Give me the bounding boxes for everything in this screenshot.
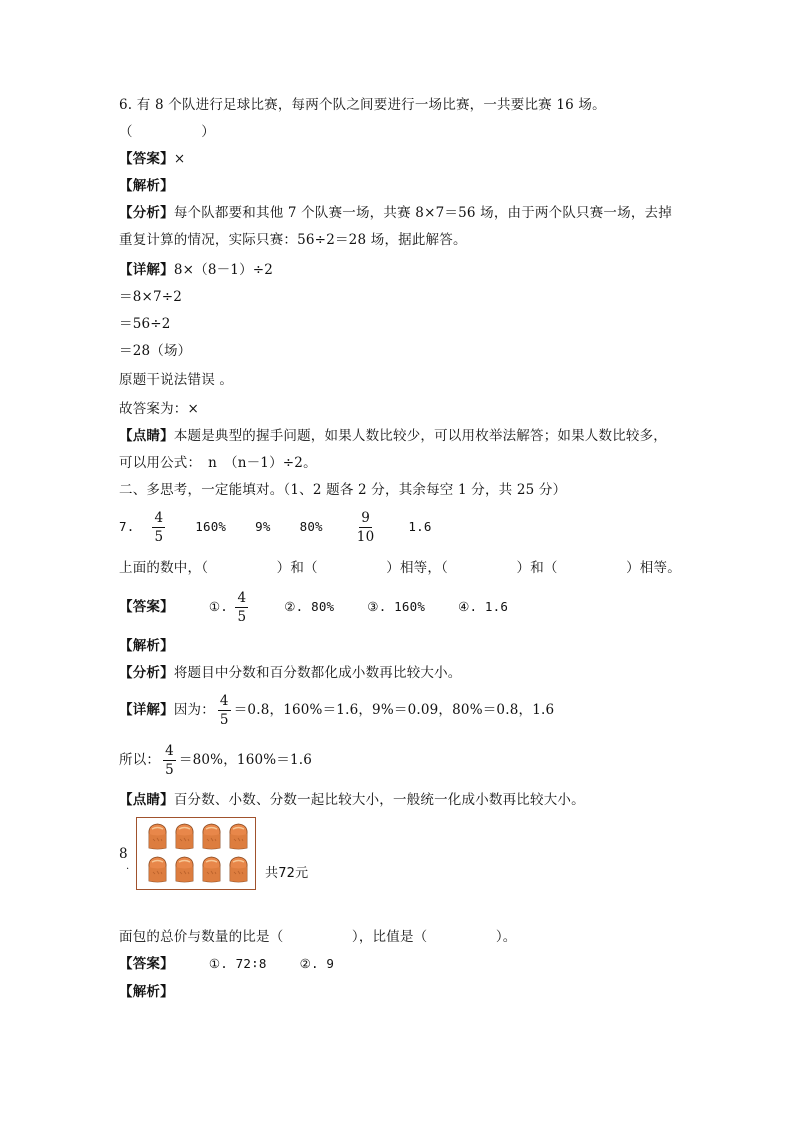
fraction-numerator: 4 bbox=[165, 743, 174, 759]
q7-answer-line bbox=[119, 587, 508, 627]
q6-stem: 6. 有 8 个队进行足球比赛，每两个队之间要进行一场比赛，一共要比赛 16 场。 bbox=[119, 97, 606, 113]
fraction-numerator: 4 bbox=[237, 590, 247, 606]
q7-value-1-6: 1.6 bbox=[408, 519, 432, 534]
q6-jiexi: 【解析】 bbox=[119, 178, 174, 194]
dianjing-tag: 【点睛】 bbox=[119, 792, 174, 808]
q7-xiangjie-pre: 因为： bbox=[173, 702, 215, 718]
q6-xiangjie-expr: 8×（8－1）÷2 bbox=[173, 262, 274, 278]
q8-jiexi: 【解析】 bbox=[119, 984, 174, 1000]
dianjing-tag: 【点睛】 bbox=[119, 428, 174, 444]
q7-fraction-9-10 bbox=[355, 510, 377, 545]
q7-fenxi-text: 将题目中分数和百分数都化成小数再比较大小。 bbox=[173, 665, 462, 681]
q6-dianjing-line1 bbox=[119, 427, 667, 445]
q6-answer: × bbox=[173, 151, 186, 167]
q7-answer-3: ③. 160% bbox=[367, 599, 426, 614]
q6-dianjing-line2: 可以用公式： n （n－1）÷2。 bbox=[119, 455, 317, 471]
fraction-denominator: 5 bbox=[154, 529, 164, 545]
q7-dianjing-line bbox=[119, 791, 585, 809]
bread-image-frame bbox=[136, 817, 256, 890]
q7-answer-4: ④. 1.6 bbox=[458, 599, 509, 614]
q7-xiangjie-fraction bbox=[218, 693, 231, 728]
q7-suoyi-line bbox=[119, 740, 312, 780]
q8-answer-line bbox=[119, 955, 334, 973]
q8-number-dot: . bbox=[126, 861, 130, 872]
q6-step4: ＝28（场） bbox=[119, 343, 192, 359]
q7-answer-1-fraction bbox=[235, 590, 248, 625]
bread-loaf-icon bbox=[146, 855, 169, 884]
fraction-denominator: 10 bbox=[356, 529, 375, 545]
fraction-numerator: 4 bbox=[154, 510, 164, 526]
q6-step3: ＝56÷2 bbox=[119, 316, 171, 332]
q7-fenxi-line bbox=[119, 664, 462, 682]
answer-tag: 【答案】 bbox=[119, 956, 174, 972]
q6-fenxi-text1: 每个队都要和其他 7 个队赛一场，共赛 8×7＝56 场，由于两个队只赛一场，去掉 bbox=[173, 205, 672, 221]
q7-numbers-line bbox=[119, 507, 432, 547]
bread-loaf-icon bbox=[173, 855, 196, 884]
xiangjie-tag: 【详解】 bbox=[119, 702, 174, 718]
q8-price-label: 共72元 bbox=[265, 866, 309, 881]
fraction-denominator: 5 bbox=[165, 762, 174, 778]
q7-value-80: 80% bbox=[299, 519, 323, 534]
q8-stem: 面包的总价与数量的比是（ ），比值是（ ）。 bbox=[119, 929, 517, 945]
bread-loaf-icon bbox=[227, 855, 250, 884]
section-heading: 二、多思考，一定能填对。（1、2 题各 2 分，其余每空 1 分，共 25 分） bbox=[119, 482, 567, 498]
q7-suoyi-fraction bbox=[163, 743, 176, 778]
fraction-numerator: 9 bbox=[361, 510, 370, 526]
q7-value-9: 9% bbox=[255, 519, 271, 534]
fraction-denominator: 5 bbox=[219, 712, 229, 728]
q7-dianjing-text: 百分数、小数、分数一起比较大小，一般统一化成小数再比较大小。 bbox=[173, 792, 585, 808]
q7-value-160: 160% bbox=[195, 519, 227, 534]
bread-loaf-icon bbox=[227, 822, 250, 851]
q7-jiexi: 【解析】 bbox=[119, 638, 174, 654]
q7-suoyi-post: ＝80%，160%＝1.6 bbox=[178, 752, 313, 768]
answer-tag: 【答案】 bbox=[119, 599, 174, 615]
q6-dianjing-text1: 本题是典型的握手问题，如果人数比较少，可以用枚举法解答；如果人数比较多， bbox=[173, 428, 668, 444]
bread-loaf-icon bbox=[173, 822, 196, 851]
q6-xiangjie-line bbox=[119, 261, 273, 279]
bread-loaf-icon bbox=[200, 822, 223, 851]
bread-loaf-icon bbox=[146, 822, 169, 851]
q7-fraction-4-5 bbox=[152, 510, 165, 545]
q8-answer-1: ①. 72∶8 bbox=[208, 956, 267, 971]
q7-stem: 上面的数中，（ ）和（ ）相等，（ ）和（ ）相等。 bbox=[119, 560, 681, 576]
fenxi-tag: 【分析】 bbox=[119, 205, 174, 221]
q7-xiangjie-post: ＝0.8，160%＝1.6，9%＝0.09，80%＝0.8，1.6 bbox=[233, 702, 555, 718]
bread-loaf-icon bbox=[200, 855, 223, 884]
q7-suoyi-pre: 所以： bbox=[119, 752, 161, 768]
q6-conclusion: 原题干说法错误 。 bbox=[119, 372, 234, 388]
q8-answer-2: ②. 9 bbox=[299, 956, 335, 971]
fenxi-tag: 【分析】 bbox=[119, 665, 174, 681]
q8-number: 8 bbox=[119, 846, 128, 862]
q7-number: 7. bbox=[119, 519, 135, 534]
q6-answer-line bbox=[119, 150, 185, 168]
q7-answer-1-label: ①. bbox=[208, 599, 228, 614]
q6-final: 故答案为：× bbox=[119, 401, 200, 417]
q7-answer-2: ②. 80% bbox=[284, 599, 335, 614]
q6-blank: （ ） bbox=[119, 124, 215, 140]
xiangjie-tag: 【详解】 bbox=[119, 262, 174, 278]
fraction-denominator: 5 bbox=[237, 609, 247, 625]
q6-fenxi-line2: 重复计算的情况，实际只赛：56÷2＝28 场，据此解答。 bbox=[119, 232, 467, 248]
q6-step2: ＝8×7÷2 bbox=[119, 289, 183, 305]
answer-tag: 【答案】 bbox=[119, 151, 174, 167]
fraction-numerator: 4 bbox=[219, 693, 229, 709]
q6-fenxi-line1 bbox=[119, 204, 672, 222]
q7-xiangjie-line bbox=[119, 690, 554, 730]
